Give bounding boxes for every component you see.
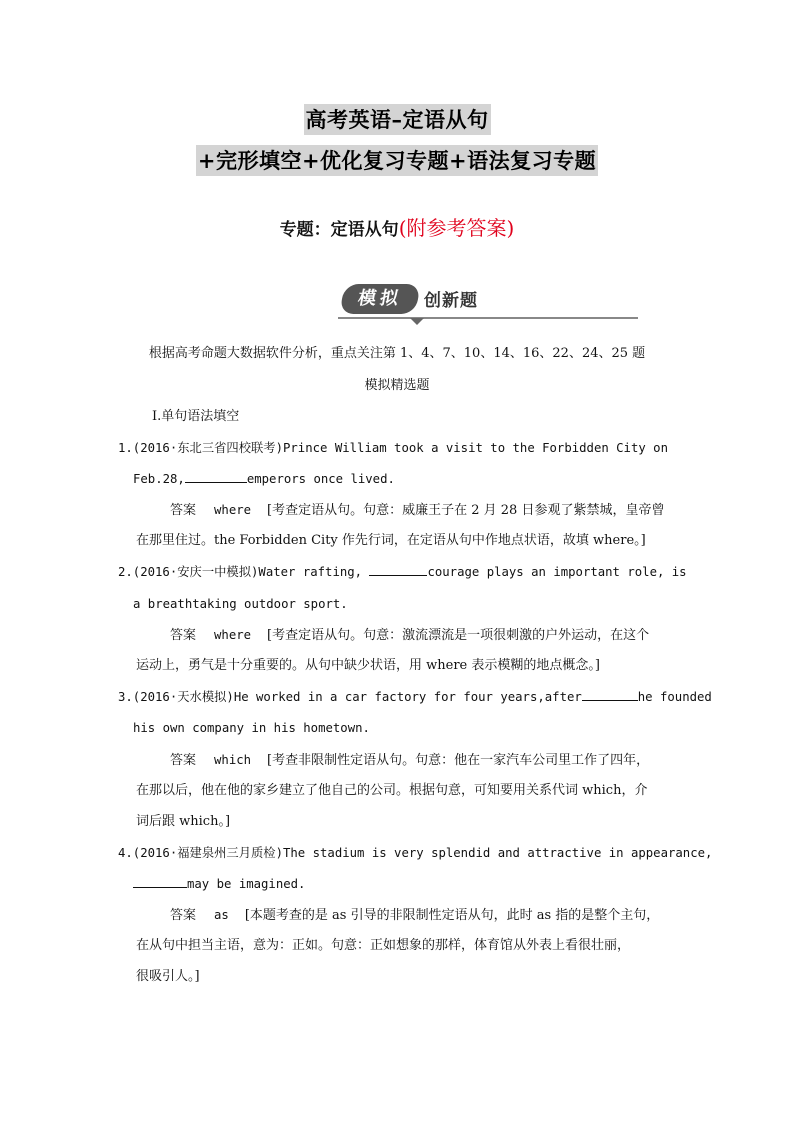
title-line-1: 高考英语–定语从句 xyxy=(304,104,491,135)
question-2-text-pre: 2.(2016·安庆一中模拟)Water rafting, xyxy=(118,565,363,579)
answer-3-line-3: 词后跟 which。] xyxy=(136,814,231,829)
question-4-line-2 xyxy=(133,875,305,893)
answer-1-line-1 xyxy=(170,501,664,520)
answer-3-line-1 xyxy=(170,751,649,770)
banner-badge: 模拟 xyxy=(339,284,420,314)
banner-text: 创新题 xyxy=(424,291,478,311)
answer-2-explanation-1: [考查定语从句。句意：激流漂流是一项很刺激的户外运动，在这个 xyxy=(267,628,650,643)
answer-2-line-1 xyxy=(170,626,649,645)
title-line-2: +完形填空+优化复习专题+语法复习专题 xyxy=(196,145,598,176)
question-4-text-post: may be imagined. xyxy=(187,877,306,891)
answer-label: 答案 xyxy=(170,753,197,768)
question-1-text-pre: Feb.28, xyxy=(133,472,185,486)
answer-3-line-2: 在那以后，他在他的家乡建立了他自己的公司。根据句意，可知要用关系代词 which，介 xyxy=(136,783,648,798)
question-2-line-2: a breathtaking outdoor sport. xyxy=(133,597,348,611)
document-title xyxy=(0,104,794,176)
answer-label: 答案 xyxy=(170,908,197,923)
question-3-text-pre: 3.(2016·天水模拟)He worked in a car factory for four years,after xyxy=(118,690,582,704)
answer-4-line-1 xyxy=(170,906,659,925)
answer-2-line-2: 运动上，勇气是十分重要的。从句中缺少状语，用 where 表示模糊的地点概念。] xyxy=(136,658,600,673)
answer-label: 答案 xyxy=(170,628,197,643)
answer-1-line-2: 在那里住过。the Forbidden City 作先行词，在定语从句中作地点状语，故填 where。] xyxy=(136,533,646,548)
banner-notch-icon xyxy=(410,318,424,325)
subtitle xyxy=(0,212,794,241)
question-3-text-post: he founded xyxy=(637,690,712,704)
section-banner xyxy=(338,282,638,330)
answer-4-word: as xyxy=(214,908,229,922)
answer-3-explanation-1: [考查非限制性定语从句。句意：他在一家汽车公司里工作了四年， xyxy=(267,753,650,768)
answer-blank xyxy=(582,688,638,701)
intro-line-1: 根据高考命题大数据软件分析，重点关注第 1、4、7、10、14、16、22、24、25 题 xyxy=(148,346,646,361)
section-heading: Ⅰ.单句语法填空 xyxy=(152,409,240,424)
question-1-line-1: 1.(2016·东北三省四校联考)Prince William took a visit to the Forbidden City on xyxy=(118,441,668,455)
question-1-line-2 xyxy=(133,470,395,488)
question-3-line-1 xyxy=(118,688,712,706)
answer-1-word: where xyxy=(214,503,252,517)
question-2-text-post: courage plays an important role, is xyxy=(427,565,687,579)
answer-4-line-3: 很吸引人。] xyxy=(136,969,200,984)
question-1-text-post: emperors once lived. xyxy=(246,472,395,486)
question-4-line-1: 4.(2016·福建泉州三月质检)The stadium is very splendid and attractive in appearance, xyxy=(118,846,713,860)
question-2-line-1 xyxy=(118,563,687,581)
answer-blank xyxy=(185,470,247,483)
banner-divider xyxy=(338,317,638,319)
answer-1-explanation-1: [考查定语从句。句意：威廉王子在 2 月 28 日参观了紫禁城，皇帝曾 xyxy=(267,503,665,518)
answer-label: 答案 xyxy=(170,503,197,518)
answer-blank xyxy=(133,875,187,888)
subtitle-answer-note: (附参考答案) xyxy=(398,216,515,240)
question-3-line-2: his own company in his hometown. xyxy=(133,721,370,735)
answer-4-line-2: 在从句中担当主语，意为：正如。句意：正如想象的那样，体育馆从外表上看很壮丽， xyxy=(136,938,631,953)
subtitle-main: 专题：定语从句 xyxy=(279,220,399,240)
answer-4-explanation-1: [本题考查的是 as 引导的非限制性定语从句，此时 as 指的是整个主句， xyxy=(244,908,660,923)
answer-blank xyxy=(369,563,427,576)
intro-line-2: 模拟精选题 xyxy=(364,378,430,393)
answer-2-word: where xyxy=(214,628,252,642)
answer-3-word: which xyxy=(214,753,252,767)
